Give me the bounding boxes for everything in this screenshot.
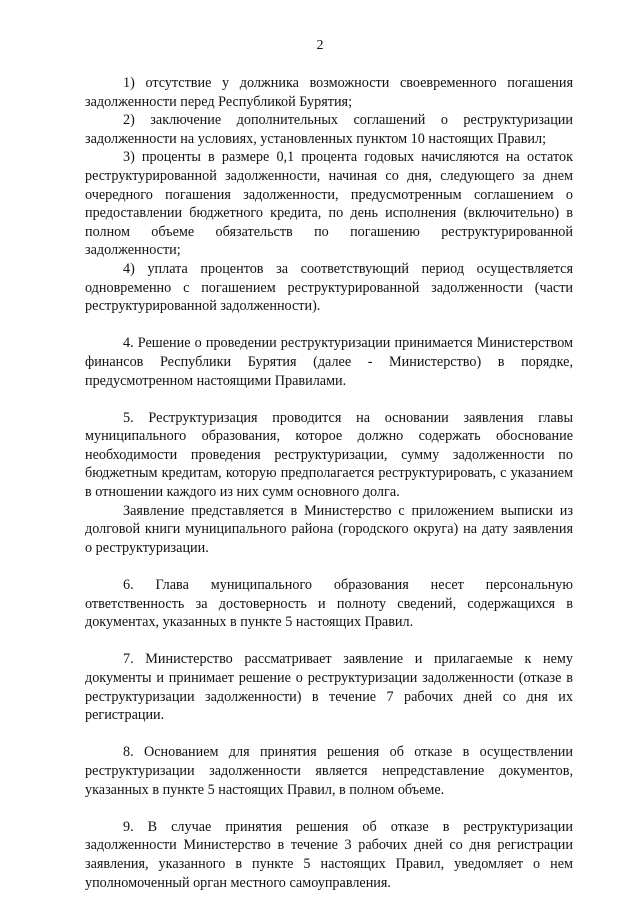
clause-4: 4. Решение о проведении реструктуризации принимается Министерством финансов Республики Бурятия (далее - Министерство) в порядке, предусмотренном настоящими Правилами.	[85, 335, 573, 389]
document-body	[85, 74, 573, 892]
list-item-4: 4) уплата процентов за соответствующий период осуществляется одновременно с погашением реструктурированной задолженности (части реструктурированной задолженности).	[85, 260, 573, 315]
clause-8: 8. Основанием для принятия решения об отказе в осуществлении реструктуризации задолженности является непредставление документов, указанных в пункте 5 настоящих Правил, в полном объеме.	[85, 744, 573, 798]
clause-7: 7. Министерство рассматривает заявление и прилагаемые к нему документы и принимает решение о реструктуризации задолженности (отказе в реструктуризации задолженности) в течение 7 рабочих дней со дня их регистрации.	[85, 651, 573, 724]
clause-5-continuation: Заявление представляется в Министерство с приложением выписки из долговой книги муниципального района (городского округа) на дату заявления о реструктуризации.	[85, 502, 573, 556]
clause-6: 6. Глава муниципального образования несет персональную ответственность за достоверность и полноту сведений, содержащихся в документах, указанных в пункте 5 настоящих Правил.	[85, 577, 573, 631]
page-number: 2	[316, 38, 324, 53]
clause-9: 9. В случае принятия решения об отказе в реструктуризации задолженности Министерство в течение 3 рабочих дней со дня регистрации заявления, указанного в пункте 5 настоящих Правил, уведомляет о нем уполномоченный орган местного самоуправления.	[85, 818, 573, 891]
list-item-1: 1) отсутствие у должника возможности своевременного погашения задолженности перед Республикой Бурятия;	[85, 75, 573, 110]
clause-5: 5. Реструктуризация проводится на основании заявления главы муниципального образования, которое должно содержать обоснование необходимости проведения реструктуризации, сумму задолженности по бюджетным кредитам, которую предполагается реструктурировать, с указанием в отношении каждого из них сумм основного долга.	[85, 409, 573, 501]
list-item-3: 3) проценты в размере 0,1 процента годовых начисляются на остаток реструктурированной задолженности, начиная со дня, следующего за днем очередного погашения задолженности, предусмотренным соглашением о предоставлении бюджетного кредита, по день исполнения (включительно) в полном объеме обязательств по погашению реструктурированной задолженности;	[85, 149, 573, 259]
list-item-2: 2) заключение дополнительных соглашений о реструктуризации задолженности на условиях, установленных пунктом 10 настоящих Правил;	[85, 112, 573, 147]
